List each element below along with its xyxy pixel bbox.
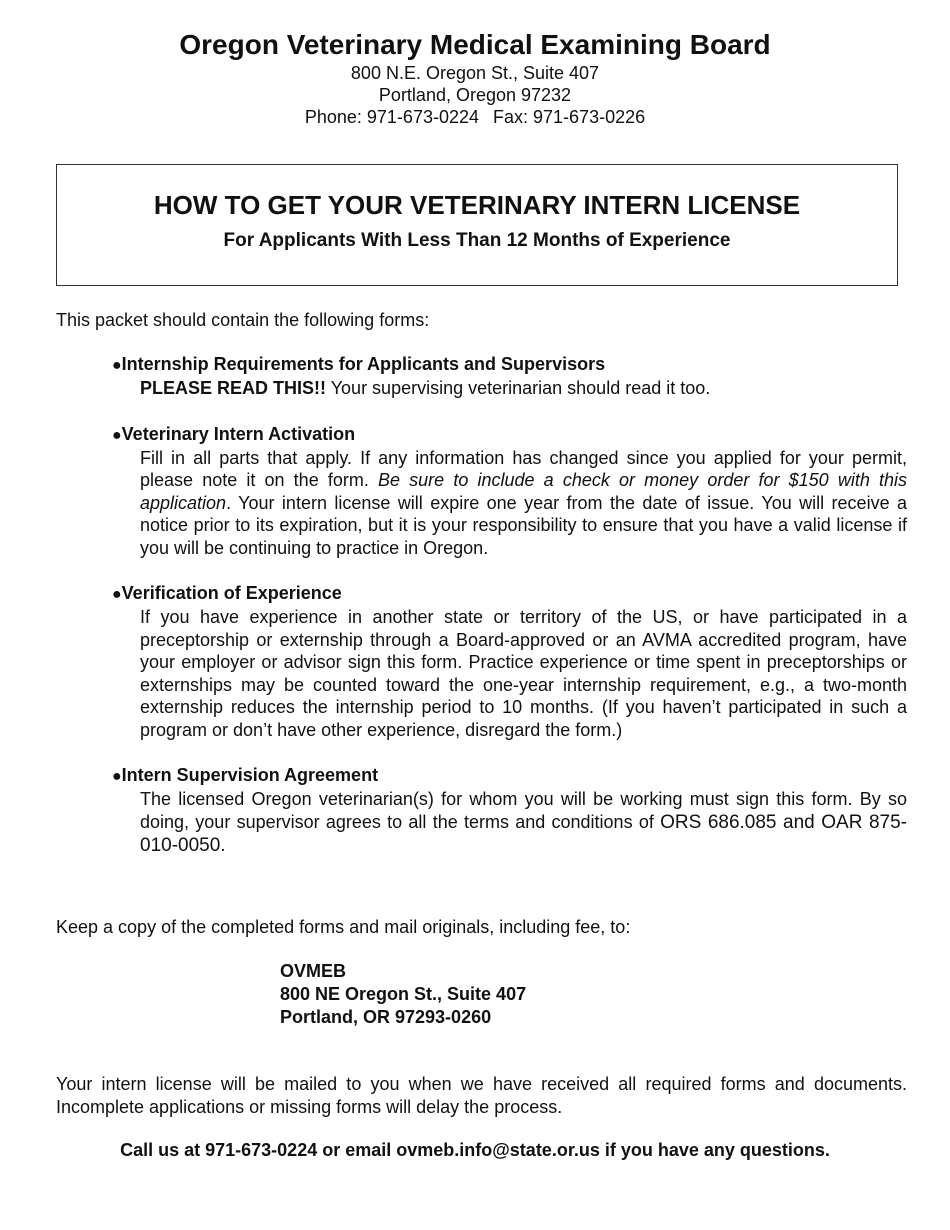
read-this-notice: PLEASE READ THIS!!: [140, 378, 327, 398]
city-address: Portland, Oregon 97232: [378, 85, 572, 105]
contact-line: Call us at 971-673-0224 or email ovmeb.info@state.or.us if you have any questions.: [120, 1140, 830, 1160]
packet-intro: This packet should contain the following forms:: [56, 310, 430, 330]
forms-list: [112, 353, 907, 881]
bullet-icon: ●: [112, 586, 122, 603]
document-title: HOW TO GET YOUR VETERINARY INTERN LICENSE: [153, 190, 801, 220]
form-name: Verification of Experience: [121, 583, 342, 603]
form-name: Intern Supervision Agreement: [121, 765, 379, 785]
mail-instructions: Keep a copy of the completed forms and mail originals, including fee, to:: [56, 917, 631, 937]
bullet-icon: ●: [112, 357, 122, 374]
form-description: If you have experience in another state or territory of the US, or have participated in a preceptorship or externship through a Board-approved or an AVMA accredited program, have your employer or advisor sign this form. Practice experience or time spent in preceptorships or externships may be counted toward the one-year internship requirement, e.g., a two-month externship reduces the internship period to 10 months. (If you haven’t participated in such a program or don’t have other experience, disregard the form.): [140, 607, 907, 740]
street-address: 800 N.E. Oregon St., Suite 407: [350, 63, 600, 83]
fee-notice: Be sure to include a check or money order for $150 with this application: [140, 470, 907, 513]
bullet-icon: ●: [112, 768, 122, 785]
title-box: [56, 164, 898, 286]
form-description: Fill in all parts that apply. If any information has changed since you applied for your permit, please note it on the form. Be sure to include a check or money order for $150 with this application. Your intern license will expire one year from the date of issue. You will receive a notice prior to its expiration, but it is your responsibility to ensure that you have a valid license if you will be continuing to practice in Oregon.: [140, 447, 907, 558]
contact-numbers: [0, 106, 950, 128]
statute-reference: ORS 686.085 and OAR 875-010-0050.: [140, 811, 908, 856]
closing-paragraph: Your intern license will be mailed to you when we have received all required forms and documents. Incomplete applications or missing forms will delay the process.: [56, 1074, 907, 1117]
document-subtitle: For Applicants With Less Than 12 Months of Experience: [223, 230, 731, 251]
form-description: PLEASE READ THIS!! Your supervising veterinarian should read it too.: [140, 378, 711, 398]
list-item: [112, 582, 907, 741]
fax-number: Fax: 971-673-0226: [493, 107, 646, 127]
form-name: Internship Requirements for Applicants and Supervisors: [121, 354, 606, 374]
letterhead: [0, 28, 950, 128]
list-item: [112, 764, 907, 858]
address-line: OVMEB: [280, 961, 347, 981]
list-item: [112, 423, 907, 560]
mailing-address: [280, 960, 526, 1029]
list-item: [112, 353, 907, 400]
phone-number: Phone: 971-673-0224: [304, 107, 480, 127]
org-name: Oregon Veterinary Medical Examining Board: [179, 29, 771, 60]
address-line: 800 NE Oregon St., Suite 407: [280, 984, 527, 1004]
bullet-icon: ●: [112, 426, 122, 444]
form-name: Veterinary Intern Activation: [121, 423, 356, 444]
address-line: Portland, OR 97293-0260: [280, 1007, 492, 1027]
form-description: The licensed Oregon veterinarian(s) for whom you will be working must sign this form. By so doing, your supervisor agrees to all the terms and conditions of ORS 686.085 and OAR 875-010-0050.: [140, 789, 908, 856]
